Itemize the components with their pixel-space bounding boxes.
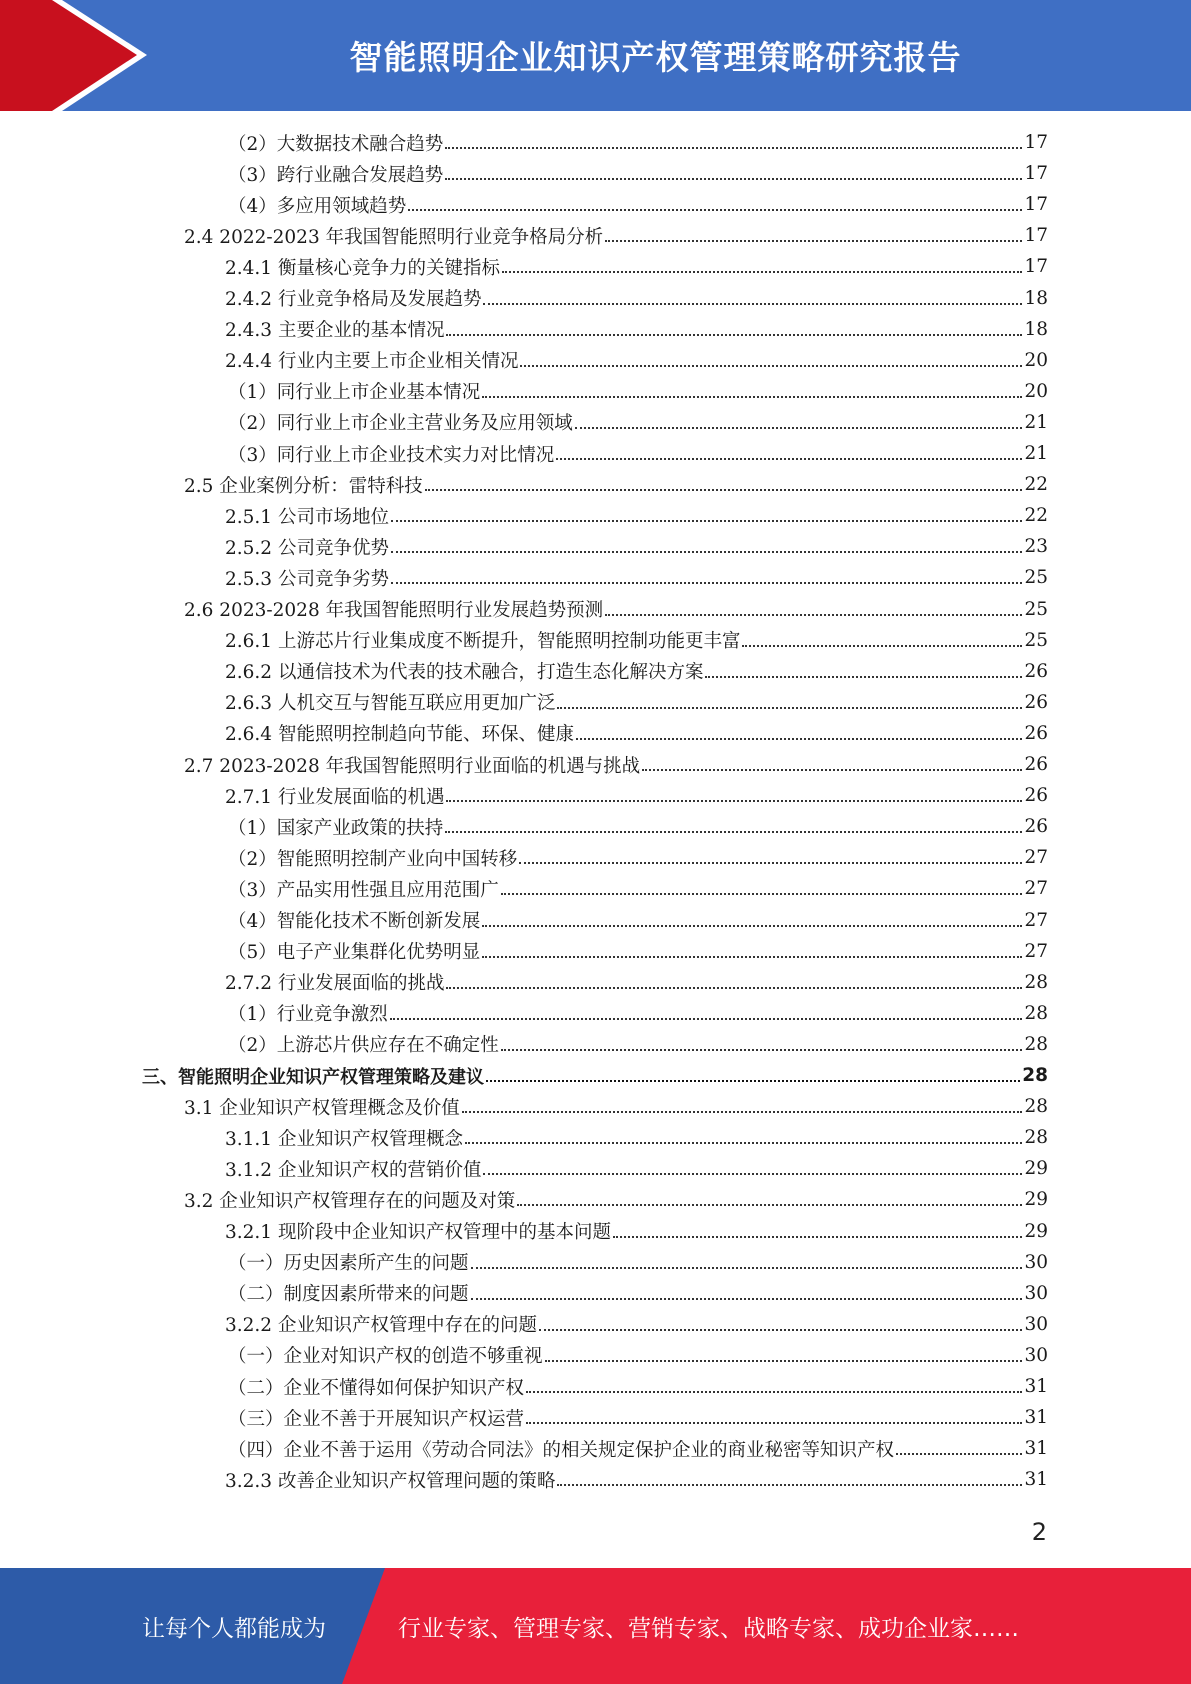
footer-slogan-right: 行业专家、管理专家、营销专家、战略专家、成功企业家…… [398,1615,1019,1642]
toc-entry-label: 2.7.2 行业发展面临的挑战 [225,973,445,995]
toc-entry-label: （二）企业不懂得如何保护知识产权 [228,1377,525,1399]
toc-entry[interactable] [142,1060,1048,1091]
toc-entry-page: 25 [1024,629,1048,651]
toc-entry-page: 26 [1024,816,1048,838]
toc-entry-label: （2）上游芯片供应存在不确定性 [228,1035,499,1057]
toc-entry-page: 28 [1024,1096,1048,1118]
toc-entry-page: 29 [1024,1189,1048,1211]
toc-entry[interactable] [225,345,1048,376]
toc-dot-leader [391,520,1022,522]
toc-entry-page: 26 [1024,785,1048,807]
toc-entry[interactable] [184,220,1048,251]
toc-entry[interactable] [228,936,1048,967]
toc-entry[interactable] [228,1402,1048,1433]
toc-dot-leader [526,1422,1022,1424]
toc-entry-label: 2.4.2 行业竞争格局及发展趋势 [225,289,482,310]
toc-dot-leader [539,1329,1022,1331]
toc-dot-leader [445,178,1022,180]
toc-entry[interactable] [228,1247,1048,1278]
toc-dot-leader [501,893,1023,895]
report-title: 智能照明企业知识产权管理策略研究报告 [349,38,962,77]
toc-dot-leader [742,645,1022,647]
toc-entry-label: 2.6 2023-2028 年我国智能照明行业发展趋势预测 [184,600,604,621]
toc-dot-leader [501,1049,1023,1051]
toc-entry[interactable] [225,562,1048,593]
toc-entry-label: （二）制度因素所带来的问题 [228,1284,469,1306]
toc-entry-label: 2.5.2 公司竞争优势 [225,537,389,559]
toc-entry-label: 2.6.3 人机交互与智能互联应用更加广泛 [225,693,556,715]
toc-entry-page: 27 [1024,909,1048,931]
toc-entry[interactable] [225,1122,1048,1153]
toc-entry-label: 3.2.3 改善企业知识产权管理问题的策略 [225,1470,556,1492]
toc-entry-label: 2.5.3 公司竞争劣势 [225,568,389,590]
toc-dot-leader [545,1360,1023,1362]
toc-entry[interactable] [228,842,1048,873]
toc-entry-page: 26 [1024,660,1048,682]
toc-dot-leader [613,1236,1022,1238]
toc-entry-page: 18 [1024,318,1048,340]
toc-entry-label: （4）多应用领域趋势 [228,195,407,217]
toc-entry-label: （三）企业不善于开展知识产权运营 [228,1408,525,1430]
toc-entry-label: 2.5 企业案例分析：雷特科技 [184,475,423,497]
toc-entry-label: 2.4 2022-2023 年我国智能照明行业竞争格局分析 [184,226,604,248]
toc-entry-page: 22 [1024,505,1048,527]
toc-dot-leader [482,925,1022,927]
toc-dot-leader [502,271,1022,273]
toc-dot-leader [390,1018,1023,1020]
toc-entry-page: 25 [1024,598,1048,620]
toc-entry-page: 28 [1022,1065,1048,1086]
toc-dot-leader [557,707,1022,709]
toc-entry[interactable] [184,594,1048,625]
toc-entry-page: 17 [1024,194,1048,216]
toc-dot-leader [575,427,1023,429]
toc-dot-leader [705,676,1022,678]
toc-entry-page: 18 [1024,287,1048,309]
toc-entry-label: （1）行业竞争激烈 [228,1004,388,1026]
toc-entry-page: 27 [1024,878,1048,900]
toc-dot-leader [605,240,1022,242]
toc-dot-leader [446,987,1022,989]
toc-dot-leader [465,1142,1022,1144]
toc-entry-page: 26 [1024,691,1048,713]
toc-entry-page: 30 [1024,1313,1048,1335]
toc-entry[interactable] [184,1184,1048,1215]
toc-entry-label: （1）国家产业政策的扶持 [228,817,444,839]
toc-dot-leader [517,1204,1022,1206]
toc-entry-label: 2.5.1 公司市场地位 [225,506,389,528]
toc-entry[interactable] [225,314,1048,345]
toc-entry-label: （一）历史因素所产生的问题 [228,1253,469,1275]
toc-entry-page: 27 [1024,940,1048,962]
toc-entry-page: 31 [1024,1407,1048,1429]
toc-entry[interactable] [228,1340,1048,1371]
report-footer [0,1568,1191,1684]
toc-entry[interactable] [228,438,1048,469]
toc-entry[interactable] [228,189,1048,220]
toc-dot-leader [462,1111,1023,1113]
toc-entry-label: （2）同行业上市企业主营业务及应用领域 [228,413,573,435]
toc-dot-leader [482,956,1022,958]
toc-entry-page: 27 [1024,847,1048,869]
toc-entry-page: 17 [1024,163,1048,185]
toc-entry[interactable] [228,1029,1048,1060]
toc-dot-leader [483,1173,1022,1175]
toc-dot-leader [483,303,1022,305]
toc-entry-label: 3.2.2 企业知识产权管理中存在的问题 [225,1315,537,1337]
toc-entry-page: 28 [1024,1033,1048,1055]
toc-entry-page: 22 [1024,474,1048,496]
toc-entry-page: 21 [1024,443,1048,464]
toc-entry[interactable] [225,1309,1048,1340]
toc-entry-label: 3.2 企业知识产权管理存在的问题及对策 [184,1190,516,1212]
toc-entry-page: 26 [1024,754,1048,775]
toc-dot-leader [471,1298,1023,1300]
toc-entry-page: 20 [1024,380,1048,402]
toc-dot-leader [557,1484,1022,1486]
toc-entry-label: 2.6.2 以通信技术为代表的技术融合，打造生态化解决方案 [225,662,704,684]
toc-dot-leader [446,334,1022,336]
footer-slogan-left: 让每个人都能成为 [142,1615,326,1642]
toc-entry[interactable] [225,780,1048,811]
toc-dot-leader [446,800,1022,802]
toc-entry-label: 2.4.4 行业内主要上市企业相关情况 [225,351,519,373]
toc-entry-page: 17 [1024,256,1048,278]
toc-entry-label: （3）跨行业融合发展趋势 [228,164,444,186]
toc-entry[interactable] [225,1216,1048,1247]
toc-dot-leader [471,1267,1023,1269]
toc-entry-page: 31 [1024,1376,1048,1397]
toc-entry[interactable] [228,1278,1048,1309]
toc-entry-label: （3）产品实用性强且应用范围广 [228,879,499,901]
toc-entry-label: （2）大数据技术融合趋势 [228,133,444,155]
toc-entry-label: 2.4.3 主要企业的基本情况 [225,320,445,342]
toc-entry[interactable] [228,905,1048,936]
report-header [0,0,1191,111]
toc-entry[interactable] [228,1371,1048,1402]
toc-dot-leader [482,396,1022,398]
toc-entry-label: （4）智能化技术不断创新发展 [228,911,481,932]
page-number: 2 [1031,1518,1047,1546]
toc-entry-label: （1）同行业上市企业基本情况 [228,382,481,404]
toc-entry-label: 2.7 2023-2028 年我国智能照明行业面临的机遇与挑战 [184,755,641,777]
toc-entry[interactable] [225,500,1048,531]
toc-entry[interactable] [225,687,1048,718]
toc-entry-label: （5）电子产业集群化优势明显 [228,942,481,964]
toc-entry-page: 20 [1024,349,1048,371]
toc-entry-page: 28 [1024,1002,1048,1024]
toc-dot-leader [445,831,1022,833]
toc-entry-label: 3.2.1 现阶段中企业知识产权管理中的基本问题 [225,1222,611,1243]
toc-entry-label: （2）智能照明控制产业向中国转移 [228,848,518,870]
toc-dot-leader [445,147,1022,149]
toc-entry-page: 26 [1024,722,1048,744]
toc-entry[interactable] [228,811,1048,842]
toc-entry[interactable] [225,283,1048,314]
toc-entry-label: 2.6.1 上游芯片行业集成度不断提升，智能照明控制功能更丰富 [225,631,741,653]
toc-entry[interactable] [225,656,1048,687]
toc-entry-page: 28 [1024,971,1048,993]
toc-entry-page: 30 [1024,1282,1048,1304]
header-arrow-decoration [0,0,160,111]
toc-entry[interactable] [225,251,1048,282]
toc-dot-leader [605,614,1022,616]
toc-dot-leader [425,489,1023,491]
toc-dot-leader [520,365,1022,367]
toc-entry-page: 30 [1024,1251,1048,1273]
toc-dot-leader [486,1080,1020,1082]
toc-dot-leader [408,209,1022,211]
toc-entry[interactable] [225,531,1048,562]
toc-entry-label: 2.4.1 衡量核心竞争力的关键指标 [225,257,500,279]
toc-entry[interactable] [225,1464,1048,1495]
toc-dot-leader [576,738,1022,740]
toc-dot-leader [519,862,1022,864]
toc-dot-leader [391,551,1022,553]
toc-entry-page: 28 [1024,1127,1048,1149]
toc-entry[interactable] [184,749,1048,780]
toc-dot-leader [526,1391,1022,1393]
toc-entry-page: 29 [1024,1158,1048,1180]
toc-entry[interactable] [225,625,1048,656]
toc-entry-label: （一）企业对知识产权的创造不够重视 [228,1346,543,1368]
toc-entry-page: 31 [1024,1469,1048,1491]
toc-entry-label: （3）同行业上市企业技术实力对比情况 [228,444,555,466]
toc-entry-label: 3.1.1 企业知识产权管理概念 [225,1128,463,1150]
toc-entry[interactable] [228,998,1048,1029]
toc-dot-leader [896,1453,1022,1455]
toc-entry[interactable] [225,718,1048,749]
toc-entry[interactable] [184,469,1048,500]
toc-entry-page: 23 [1024,536,1048,558]
toc-entry-page: 31 [1024,1438,1048,1460]
toc-entry-label: 2.6.4 智能照明控制趋向节能、环保、健康 [225,724,574,746]
toc-entry-page: 30 [1024,1344,1048,1366]
toc-entry[interactable] [184,1091,1048,1122]
toc-dot-leader [391,582,1022,584]
toc-entry-label: 2.7.1 行业发展面临的机遇 [225,786,445,808]
toc-entry[interactable] [228,376,1048,407]
toc-entry-page: 17 [1024,132,1048,153]
toc-entry[interactable] [228,158,1048,189]
toc-entry-label: 三、智能照明企业知识产权管理策略及建议 [142,1066,484,1088]
toc-dot-leader [642,769,1022,771]
toc-entry-page: 17 [1024,225,1048,247]
toc-entry-label: 3.1 企业知识产权管理概念及价值 [184,1097,460,1119]
toc-entry[interactable] [225,1153,1048,1184]
toc-entry[interactable] [225,967,1048,998]
toc-entry[interactable] [228,407,1048,438]
toc-entry-page: 21 [1024,411,1048,433]
toc-dot-leader [556,458,1022,460]
toc-entry[interactable] [228,873,1048,904]
toc-entry[interactable] [228,1433,1048,1464]
toc-entry[interactable] [228,127,1048,158]
toc-entry-label: 3.1.2 企业知识产权的营销价值 [225,1159,482,1181]
toc-entry-label: （四）企业不善于运用《劳动合同法》的相关规定保护企业的商业秘密等知识产权 [228,1439,895,1461]
toc-entry-page: 29 [1024,1220,1048,1242]
toc-entry-page: 25 [1024,567,1048,589]
